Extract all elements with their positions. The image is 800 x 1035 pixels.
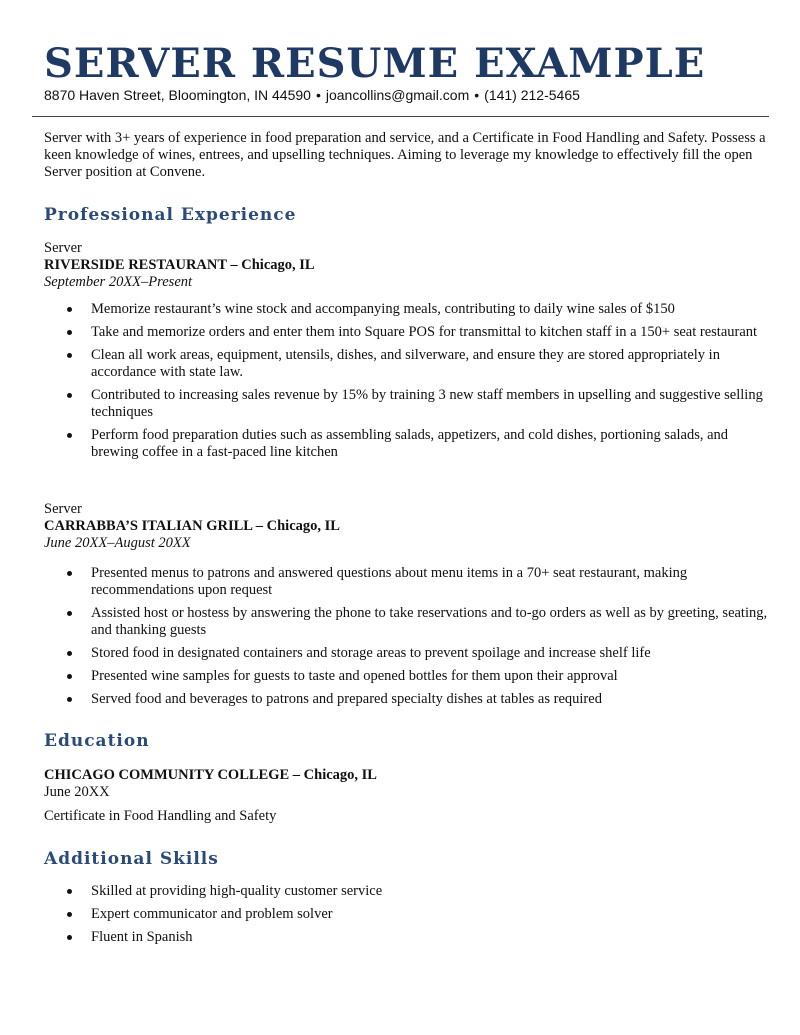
list-item: Fluent in Spanish bbox=[44, 929, 770, 946]
list-item: Memorize restaurant’s wine stock and accompanying meals, contributing to daily wine sales of $150 bbox=[44, 301, 770, 318]
contact-email: joancollins@gmail.com bbox=[325, 87, 470, 103]
job-header bbox=[44, 240, 770, 291]
list-item: Presented menus to patrons and answered questions about menu items in a 70+ seat restaurant, making recommendations upon request bbox=[44, 565, 770, 599]
contact-phone: (141) 212-5465 bbox=[484, 87, 580, 103]
job-dates: June 20XX–August 20XX bbox=[44, 535, 191, 551]
header-divider bbox=[32, 116, 769, 117]
education-school: CHICAGO COMMUNITY COLLEGE – Chicago, IL bbox=[44, 767, 377, 783]
job-bullet-list bbox=[44, 301, 770, 467]
list-item: Clean all work areas, equipment, utensils, dishes, and silverware, and ensure they are stored appropriately in accordance with state law. bbox=[44, 347, 770, 381]
section-heading-skills: Additional Skills bbox=[44, 849, 219, 869]
job-dates: September 20XX–Present bbox=[44, 274, 193, 290]
job-role: Server bbox=[44, 240, 82, 256]
list-item: Perform food preparation duties such as assembling salads, appetizers, and cold dishes, portioning salads, and brewing coffee in a fast-paced line kitchen bbox=[44, 427, 770, 461]
list-item: Assisted host or hostess by answering the phone to take reservations and to-go orders as well as by greeting, seating, and thanking guests bbox=[44, 605, 770, 639]
list-item: Stored food in designated containers and storage areas to prevent spoilage and increase shelf life bbox=[44, 645, 770, 662]
list-item: Contributed to increasing sales revenue by 15% by training 3 new staff members in upselling and suggestive selling techniques bbox=[44, 387, 770, 421]
education-entry bbox=[44, 767, 770, 825]
job-bullet-list bbox=[44, 565, 770, 714]
education-date: June 20XX bbox=[44, 784, 110, 800]
list-item: Served food and beverages to patrons and prepared specialty dishes at tables as required bbox=[44, 691, 770, 708]
summary-paragraph: Server with 3+ years of experience in food preparation and service, and a Certificate in Food Handling and Safety. Possess a keen knowledge of wines, entrees, and upselling techniques. Aiming to leverage my knowledge to effectively fill the open Server position at Convene. bbox=[44, 130, 766, 180]
job-header bbox=[44, 501, 770, 552]
section-heading-education: Education bbox=[44, 731, 150, 751]
resume-title: SERVER RESUME EXAMPLE bbox=[44, 40, 706, 87]
list-item: Expert communicator and problem solver bbox=[44, 906, 770, 923]
contact-separator: • bbox=[315, 87, 321, 103]
job-role: Server bbox=[44, 501, 82, 517]
education-credential: Certificate in Food Handling and Safety bbox=[44, 808, 277, 824]
list-item: Skilled at providing high-quality customer service bbox=[44, 883, 770, 900]
contact-line bbox=[44, 87, 580, 103]
contact-address: 8870 Haven Street, Bloomington, IN 44590 bbox=[44, 87, 311, 103]
section-heading-experience: Professional Experience bbox=[44, 205, 297, 225]
job-employer: RIVERSIDE RESTAURANT – Chicago, IL bbox=[44, 257, 315, 273]
list-item: Presented wine samples for guests to taste and opened bottles for them upon their approval bbox=[44, 668, 770, 685]
job-employer: CARRABBA’S ITALIAN GRILL – Chicago, IL bbox=[44, 518, 340, 534]
list-item: Take and memorize orders and enter them into Square POS for transmittal to kitchen staff in a 150+ seat restaurant bbox=[44, 324, 770, 341]
skills-list bbox=[44, 883, 770, 952]
contact-separator: • bbox=[474, 87, 480, 103]
